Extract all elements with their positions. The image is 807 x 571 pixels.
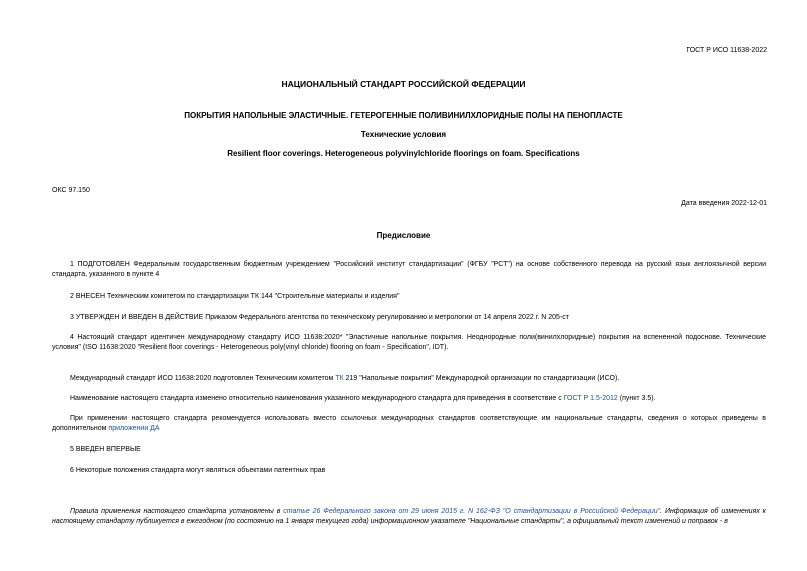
federal-law-link[interactable]: статье 26 Федерального закона от 29 июня 2015 г. N 162-ФЗ "О стандартизации в Российской Федерации" [283,508,661,515]
document-code: ГОСТ Р ИСО 11638-2022 [686,47,767,54]
foreword-paragraph-9: 6 Некоторые положения стандарта могут являться объектами патентных прав [70,467,326,474]
tc-link[interactable]: ТК [335,375,344,382]
foreword-paragraph-5 [52,374,766,384]
paragraph-text: (пункт 3.5). [617,395,656,402]
foreword-heading: Предисловие [376,231,431,240]
standard-title: НАЦИОНАЛЬНЫЙ СТАНДАРТ РОССИЙСКОЙ ФЕДЕРАЦИИ [281,79,526,89]
document-title: ПОКРЫТИЯ НАПОЛЬНЫЕ ЭЛАСТИЧНЫЕ. ГЕТЕРОГЕННЫЕ ПОЛИВИНИЛХЛОРИДНЫЕ ПОЛЫ НА ПЕНОПЛАСТЕ [184,111,623,120]
introduction-date: Дата введения 2022-12-01 [681,200,767,207]
paragraph-text: . Информация об изменениях к настоящему стандарту публикуется в ежегодном (по состоянию на 1 января текущего года) информационном указателе "Национальные стандарты", а официальный текст изменений и поправок - в [52,508,766,525]
paragraph-text: При применении настоящего стандарта рекомендуется использовать вместо ссылочных международных стандартов соответствующие им национальные стандарты, сведения о которых приведены в дополнительном [52,415,766,432]
foreword-paragraph-8: 5 ВВЕДЕН ВПЕРВЫЕ [70,446,141,453]
english-title: Resilient floor coverings. Heterogeneous polyvinylchloride floorings on foam. Specifications [227,149,580,158]
foreword-paragraph-7 [52,414,766,434]
foreword-paragraph-2: 2 ВНЕСЕН Техническим комитетом по стандартизации ТК 144 "Строительные материалы и изделия" [70,293,400,300]
paragraph-text: Правила применения настоящего стандарта установлены в [70,508,284,515]
appendix-link[interactable]: приложении ДА [108,425,160,432]
paragraph-text: Международный стандарт ИСО 11638:2020 подготовлен Техническим комитетом [70,375,336,382]
gost-link[interactable]: ГОСТ Р 1.5-2012 [563,395,618,402]
oks-code: ОКС 97.150 [52,187,90,194]
document-subtitle: Технические условия [360,130,447,139]
paragraph-text: 219 "Напольные покрытия" Международной организации по стандартизации (ИСО). [343,375,620,382]
foreword-paragraph-1: 1 ПОДГОТОВЛЕН Федеральным государственным бюджетным учреждением "Российский институт стандартизации" (ФГБУ "РСТ") на основе собственного перевода на русский язык англоязычной версии стандарта, указанного в пункте 4 [52,261,766,278]
paragraph-text: Наименование настоящего стандарта изменено относительно наименования указанного международного стандарта для приведения в соответствие с [70,395,564,402]
foreword-paragraph-3: 3 УТВЕРЖДЕН И ВВЕДЕН В ДЕЙСТВИЕ Приказом Федерального агентства по техническому регулированию и метрологии от 14 апреля 2022 г. N 205-ст [70,314,569,321]
foreword-paragraph-4: 4 Настоящий стандарт идентичен международному стандарту ИСО 11638:2020* "Эластичные напольные покрытия. Неоднородные поли(винилхлоридные) покрытия на вспененной подоснове. Технические условия" (ISO 11638:2020 "Resilient floor coverings - Heterogeneous poly(vinyl chloride) flooring on foam - Specification", IDT). [52,334,766,351]
rules-paragraph [52,507,766,527]
foreword-paragraph-6 [52,394,766,404]
